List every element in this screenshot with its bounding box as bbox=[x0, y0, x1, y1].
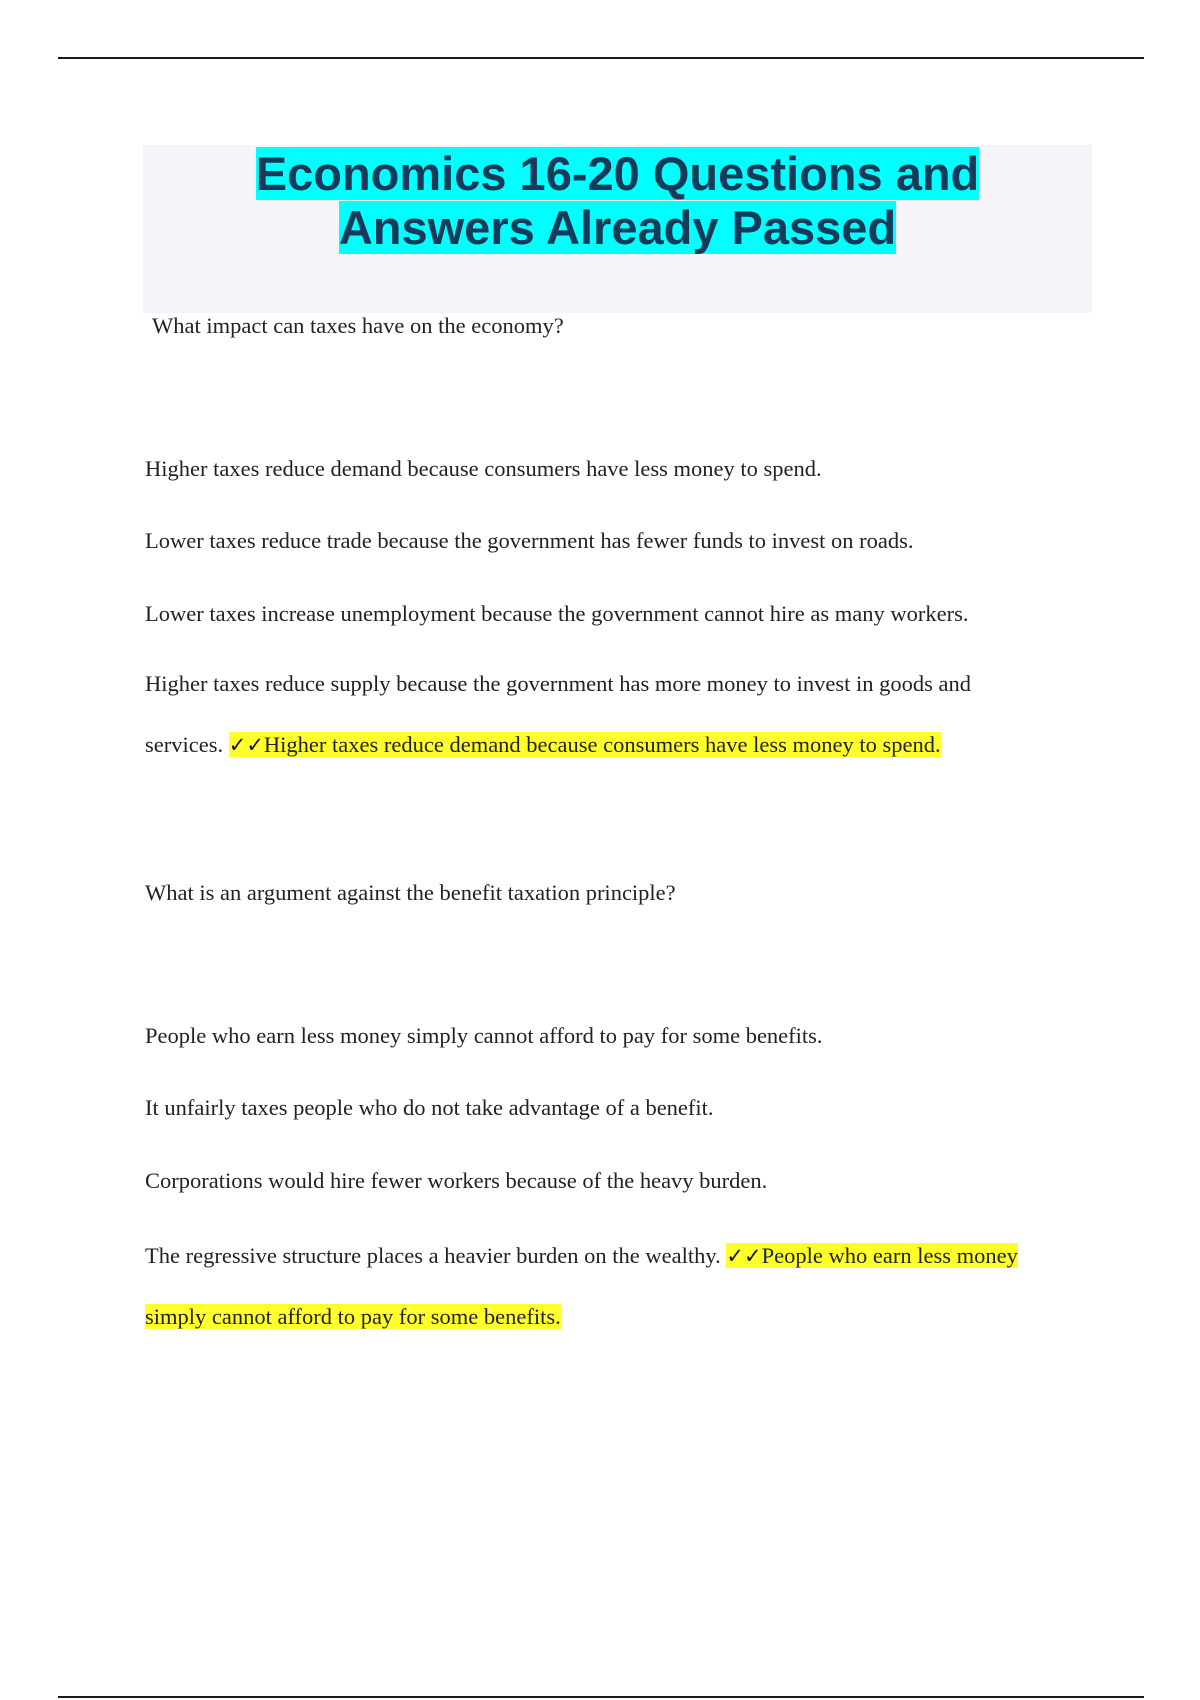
question-1-option-4-continuation: services. bbox=[145, 732, 224, 757]
question-1-option-3: Lower taxes increase unemployment because the government cannot hire as many workers. bbox=[145, 601, 969, 626]
bottom-rule bbox=[58, 1696, 1144, 1698]
question-1-answer-text: Higher taxes reduce demand because consumers have less money to spend. bbox=[263, 732, 941, 757]
question-2-answer-part-1 bbox=[726, 1243, 1017, 1268]
question-2-answer-part-2: simply cannot afford to pay for some benefits. bbox=[145, 1304, 561, 1329]
title-line-2: Answers Already Passed bbox=[338, 201, 897, 254]
question-2: What is an argument against the benefit taxation principle? bbox=[145, 880, 676, 905]
question-1-answer bbox=[229, 732, 941, 757]
question-1-option-4: Higher taxes reduce supply because the government has more money to invest in goods and bbox=[145, 671, 972, 696]
question-1: What impact can taxes have on the economy? bbox=[152, 313, 564, 338]
question-2-answer-line-2 bbox=[145, 1302, 561, 1332]
question-2-option-4-line bbox=[145, 1241, 1018, 1271]
question-1-answer-line bbox=[145, 730, 941, 760]
title-block bbox=[143, 145, 1092, 313]
question-2-option-3: Corporations would hire fewer workers because of the heavy burden. bbox=[145, 1168, 768, 1193]
title-line-1: Economics 16-20 Questions and bbox=[255, 147, 980, 200]
question-1-option-2: Lower taxes reduce trade because the government has fewer funds to invest on roads. bbox=[145, 528, 914, 553]
question-2-option-2: It unfairly taxes people who do not take advantage of a benefit. bbox=[145, 1095, 714, 1120]
question-1-option-1: Higher taxes reduce demand because consumers have less money to spend. bbox=[145, 456, 822, 481]
checkmark-icon: ✓✓ bbox=[726, 1244, 762, 1268]
document-title bbox=[143, 145, 1092, 255]
question-2-answer-text-1: People who earn less money bbox=[761, 1243, 1018, 1268]
checkmark-icon: ✓✓ bbox=[228, 733, 264, 757]
question-2-option-1: People who earn less money simply cannot afford to pay for some benefits. bbox=[145, 1023, 823, 1048]
question-2-option-4: The regressive structure places a heavier burden on the wealthy. bbox=[145, 1243, 721, 1268]
top-rule bbox=[58, 57, 1144, 59]
